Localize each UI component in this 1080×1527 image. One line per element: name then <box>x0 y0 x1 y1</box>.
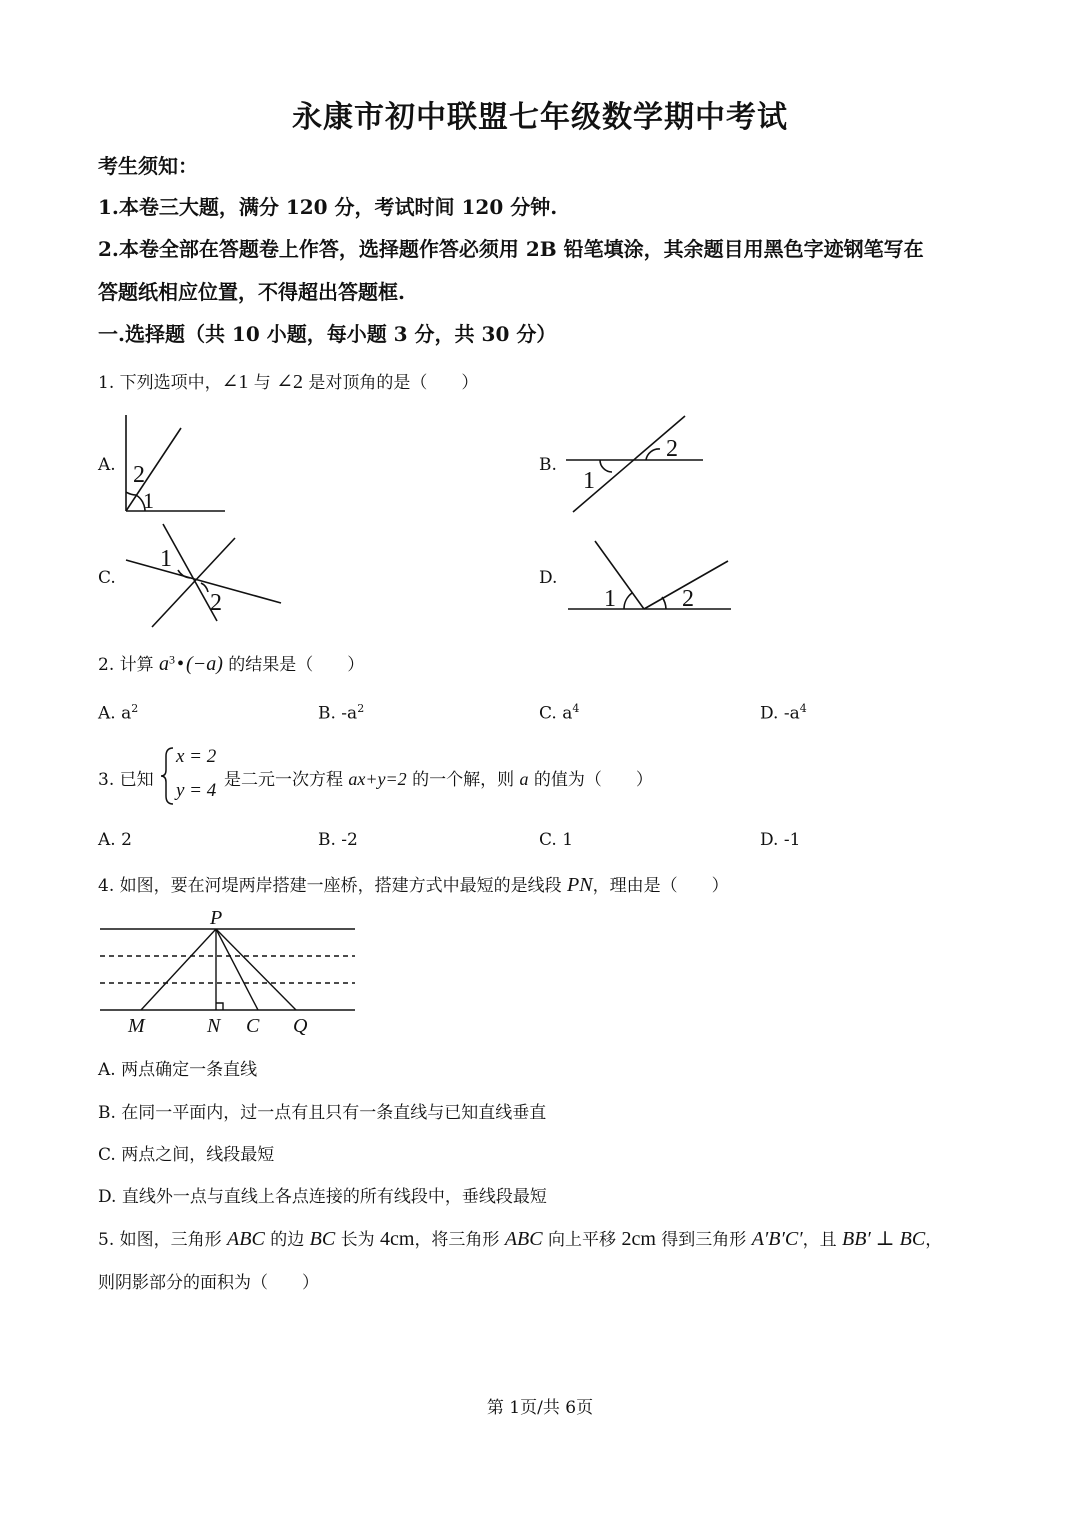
q1-figures <box>0 0 1080 640</box>
q1-option-a-label: A. <box>98 455 116 475</box>
q3-option-d: D. -1 <box>760 830 801 850</box>
q2-option-b-text: B. -a <box>318 703 358 724</box>
q5-line-2: 则阴影部分的面积为（ ） <box>98 1273 319 1293</box>
q2-option-c <box>539 702 579 724</box>
q2-suffix: 的结果是（ ） <box>222 655 365 675</box>
q2-option-d <box>760 702 807 724</box>
q5-text-7: ，且 <box>802 1230 842 1250</box>
q4-suffix: ，理由是（ ） <box>592 876 729 896</box>
q1-angle-2: ∠2 <box>276 371 303 393</box>
q1-option-c-label: C. <box>98 568 116 588</box>
fig-c-label-1: 1 <box>160 546 172 572</box>
q2-option-c-text: C. a <box>539 703 573 724</box>
q4-point-m: M <box>128 1015 145 1037</box>
q1-prefix: 1. 下列选项中， <box>98 373 222 393</box>
q2-prefix: 2. 计算 <box>98 655 160 675</box>
q1-suffix: 是对顶角的是（ ） <box>302 373 479 393</box>
notice-line-2b: 答题纸相应位置，不得超出答题框. <box>98 280 405 304</box>
q4-point-q: Q <box>293 1015 308 1037</box>
q5-shift: 2cm <box>621 1228 656 1250</box>
q4-option-a: A. 两点确定一条直线 <box>98 1060 258 1080</box>
q3-brace <box>160 746 176 806</box>
q2-expr-base: a <box>159 653 170 675</box>
q3-equation: ax+y=2 <box>348 769 407 789</box>
q5-text-8: ， <box>925 1230 943 1250</box>
notice-heading: 考生须知： <box>98 154 198 178</box>
q3-suffix-b: 的值为（ ） <box>528 770 653 790</box>
q3-option-b: B. -2 <box>318 830 358 850</box>
question-2-stem <box>98 650 364 676</box>
notice-line-1: 1.本卷三大题，满分 120 分，考试时间 120 分钟. <box>98 195 558 219</box>
q5-perpendicular: BB′ ⊥ BC <box>842 1228 926 1250</box>
q4-prefix: 4. 如图，要在河堤两岸搭建一座桥，搭建方式中最短的是线段 <box>98 876 568 896</box>
q4-option-c: C. 两点之间，线段最短 <box>98 1145 275 1165</box>
q2-expr-dot: • <box>177 653 185 675</box>
q5-text-2: 的边 <box>264 1230 310 1250</box>
q2-option-d-exp: 4 <box>799 702 807 715</box>
q4-option-d: D. 直线外一点与直线上各点连接的所有线段中，垂线段最短 <box>98 1187 547 1207</box>
q5-length: 4cm <box>380 1228 415 1250</box>
q5-text-5: 向上平移 <box>542 1230 622 1250</box>
fig-c-label-2: 2 <box>210 590 222 616</box>
fig-b-label-2: 2 <box>666 436 678 462</box>
notice-line-2a: 2.本卷全部在答题卷上作答，选择题作答必须用 2B 铅笔填涂，其余题目用黑色字迹钢笔写在 <box>98 237 924 261</box>
q3-suffix-a: 的一个解，则 <box>406 770 520 790</box>
q3-var-a: a <box>519 769 529 789</box>
question-4-stem <box>98 871 729 897</box>
q2-option-c-exp: 4 <box>572 702 580 715</box>
q4-point-c: C <box>246 1015 260 1037</box>
q2-option-a-text: A. a <box>98 703 132 724</box>
fig-b-label-1: 1 <box>583 468 595 494</box>
q5-text-3: 长为 <box>335 1230 380 1250</box>
fig-a-label-2: 2 <box>133 462 145 488</box>
q5-triangle-abc-2: ABC <box>504 1228 543 1250</box>
q3-eq-1: x = 2 <box>176 746 217 767</box>
q3-prefix: 3. 已知 <box>98 770 154 790</box>
page-footer: 第 1页/共 6页 <box>486 1398 594 1418</box>
q4-figure <box>90 900 370 1045</box>
q4-point-n: N <box>207 1015 221 1037</box>
q2-option-b-exp: 2 <box>357 702 365 715</box>
q3-eq-2: y = 4 <box>176 780 217 801</box>
q1-angle-1: ∠1 <box>221 371 249 393</box>
q5-text-4: ，将三角形 <box>414 1230 505 1250</box>
q3-option-a: A. 2 <box>98 830 132 850</box>
q2-option-a <box>98 702 138 724</box>
q1-option-d-label: D. <box>539 568 558 588</box>
q2-expr-paren: (−a) <box>186 653 223 675</box>
q2-option-b <box>318 702 364 724</box>
q5-triangle-prime: A′B′C′ <box>751 1228 803 1250</box>
q5-text-6: 得到三角形 <box>655 1230 752 1250</box>
fig-a-label-1: 1 <box>143 488 154 513</box>
q4-point-p: P <box>210 907 223 929</box>
q3-mid: 是二元一次方程 <box>224 770 349 790</box>
fig-d-label-1: 1 <box>604 586 616 612</box>
q1-mid: 与 <box>248 373 277 393</box>
section-heading: 一.选择题（共 10 小题，每小题 3 分，共 30 分） <box>98 322 557 346</box>
q5-triangle-abc: ABC <box>227 1228 265 1250</box>
question-5-stem <box>98 1225 942 1251</box>
question-3-stem <box>224 765 653 790</box>
q2-option-d-text: D. -a <box>760 703 800 724</box>
q1-option-b-label: B. <box>539 455 557 475</box>
q2-expr-exp: 3 <box>169 652 176 667</box>
q5-side-bc: BC <box>309 1228 336 1250</box>
q4-segment: PN <box>567 874 593 896</box>
q3-option-c: C. 1 <box>539 830 574 850</box>
fig-d-label-2: 2 <box>682 586 694 612</box>
q4-option-b: B. 在同一平面内，过一点有且只有一条直线与已知直线垂直 <box>98 1103 547 1123</box>
page-title: 永康市初中联盟七年级数学期中考试 <box>292 100 788 135</box>
q2-option-a-exp: 2 <box>131 702 139 715</box>
q5-text-1: 5. 如图，三角形 <box>98 1230 228 1250</box>
